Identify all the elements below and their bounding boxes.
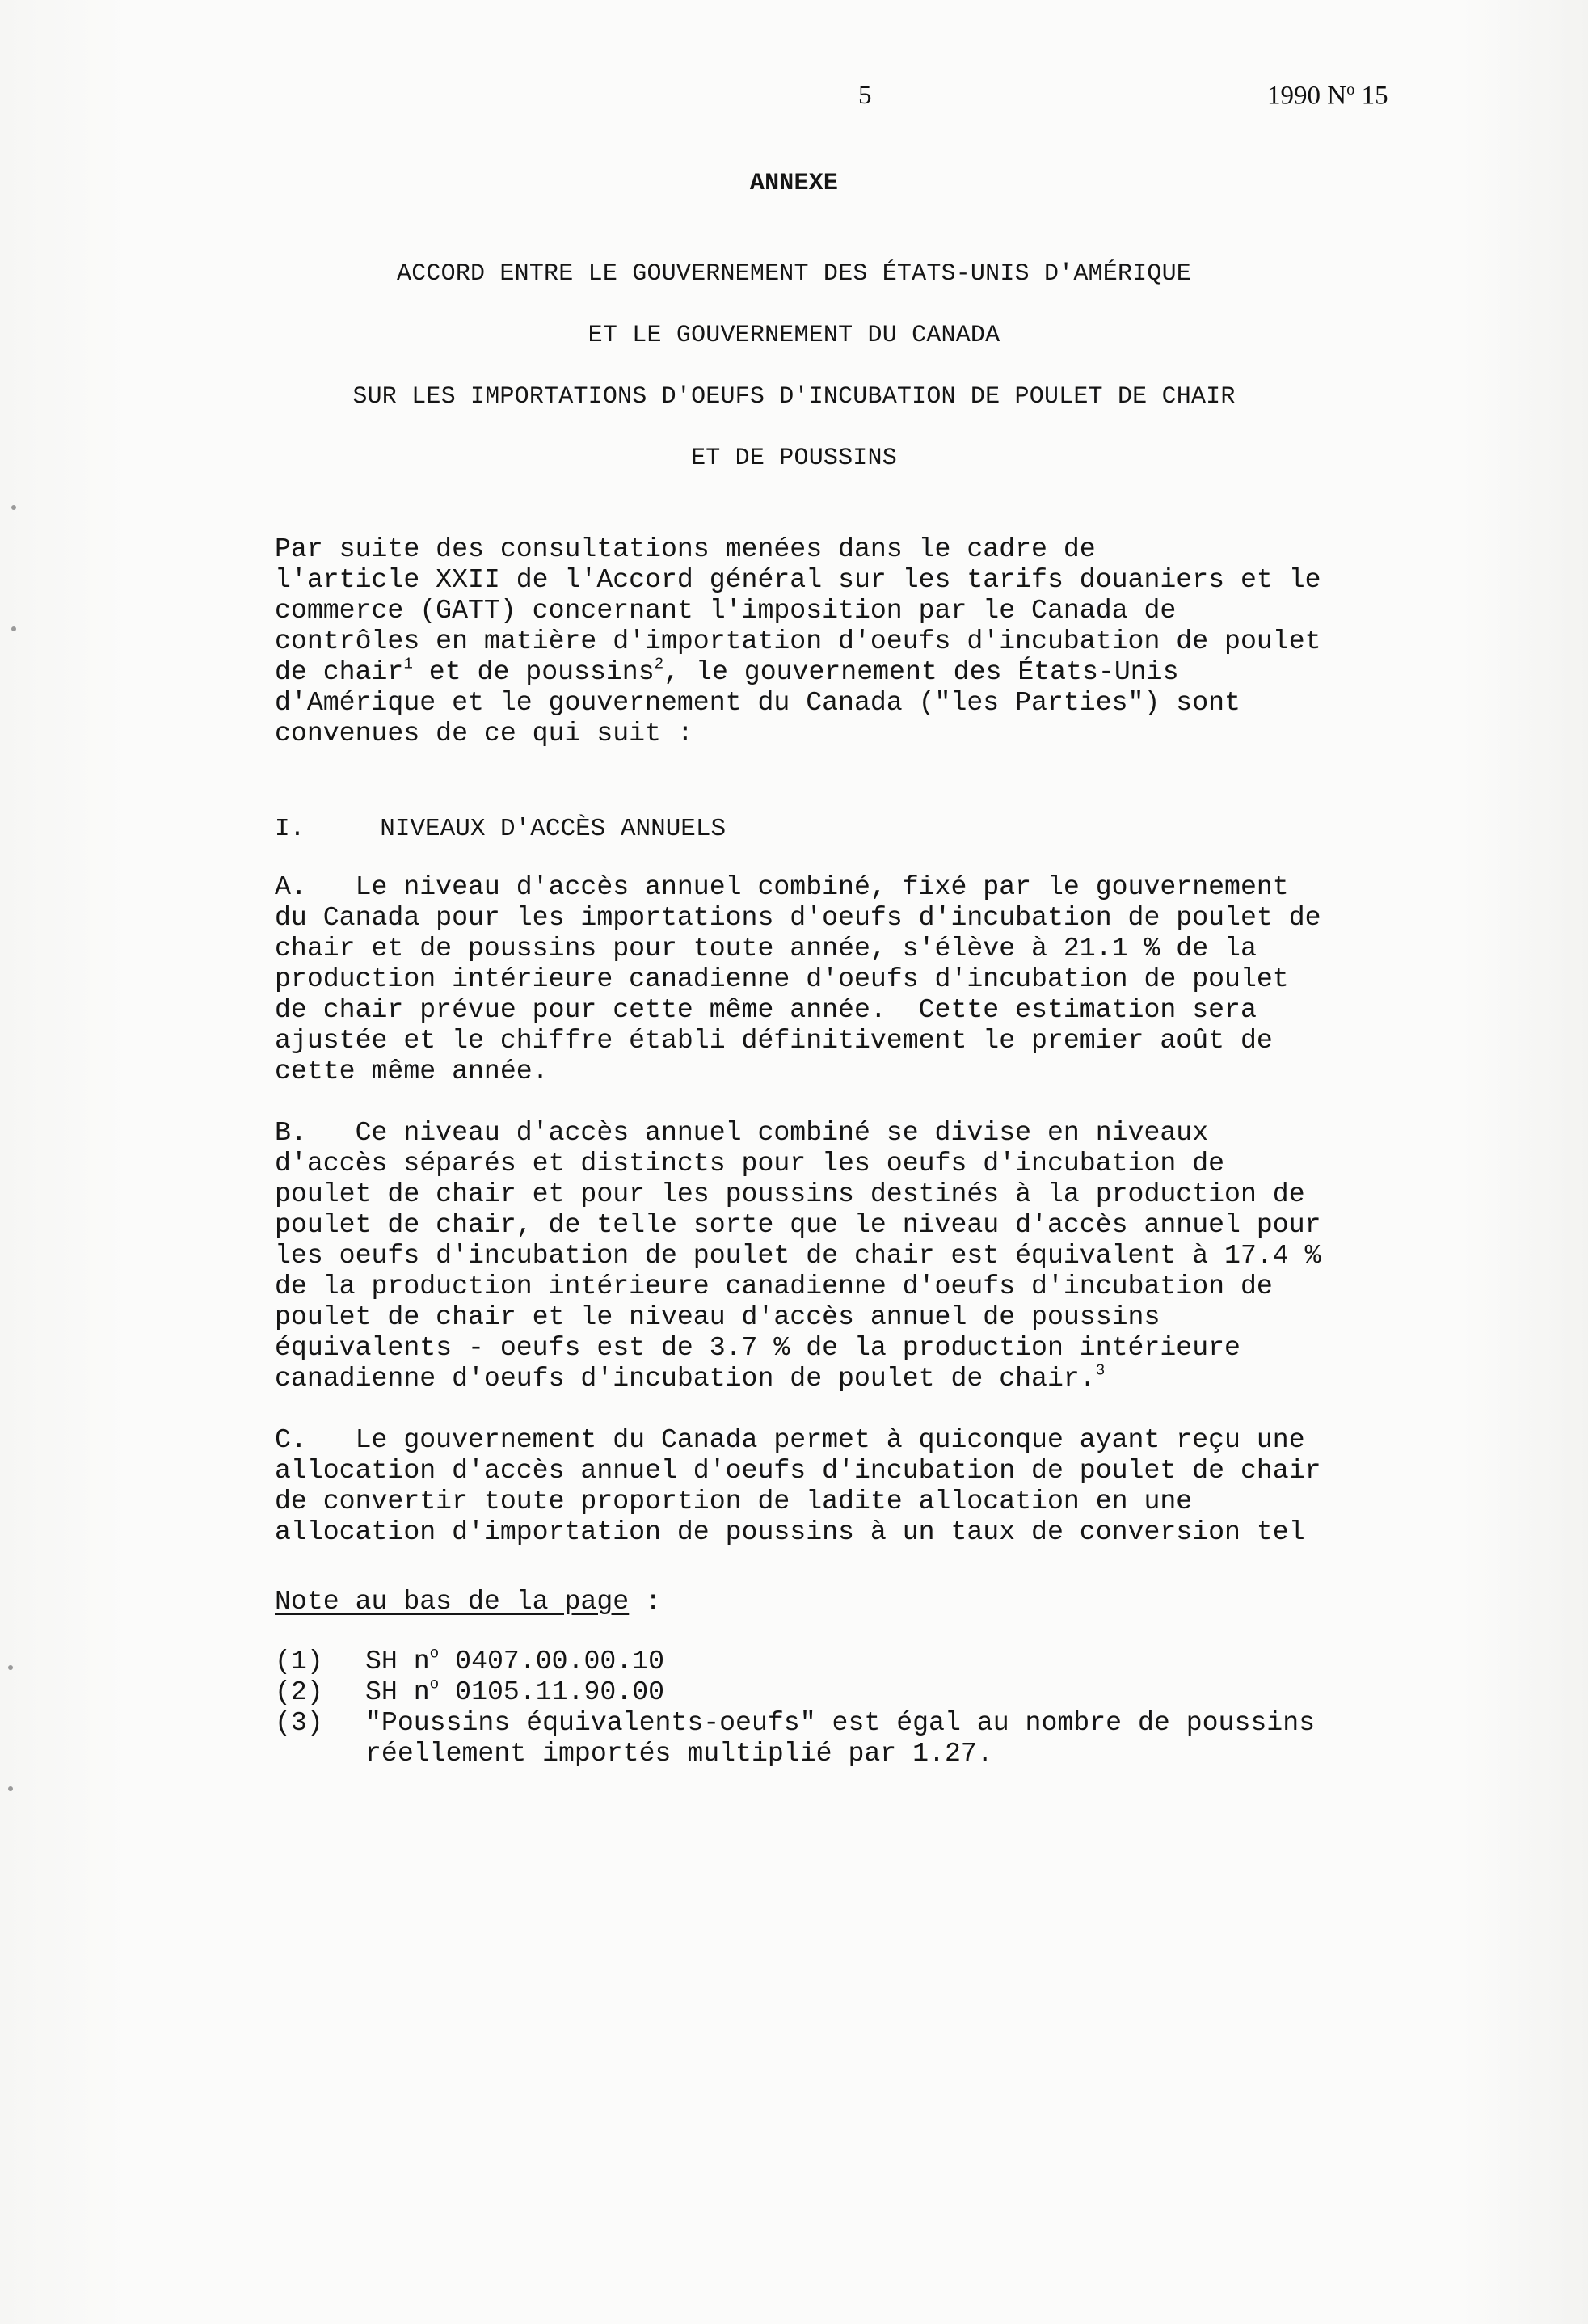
section-title: NIVEAUX D'ACCÈS ANNUELS <box>380 815 727 843</box>
section-heading <box>275 815 726 843</box>
scan-mark <box>8 1786 13 1791</box>
footnote-ref-3: 3 <box>1095 1361 1106 1380</box>
footnote-ref-2: 2 <box>654 655 664 673</box>
scan-mark <box>8 1665 13 1670</box>
footnote-ref-1: 1 <box>403 655 413 673</box>
agreement-title-line-2: ET LE GOUVERNEMENT DU CANADA <box>588 322 1000 349</box>
preamble-paragraph: Par suite des consultations menées dans le cadre de l'article XXII de l'Accord général sur les tarifs douaniers et le commerce (GATT) concernant l'imposition par le Canada de contrôles en matière d'importation d'oeufs d'incubation de poulet de chair$^1$ et de poussins$^2$, le gouvernement des États-Unis d'Amérique et le gouvernement du Canada ("les Parties") sont convenues de ce qui suit : <box>275 534 1321 749</box>
footnotes-label: Note au bas de la page : <box>275 1586 661 1617</box>
scan-mark <box>11 505 16 510</box>
page-header <box>0 81 1588 121</box>
annex-title: ANNEXE <box>749 170 839 197</box>
paragraph-a: A. Le niveau d'accès annuel combiné, fixé par le gouvernement du Canada pour les importations d'oeufs d'incubation de poulet de chair et de poussins pour toute année, s'élève à 21.1 % de la production intérieure canadienne d'oeufs d'incubation de poulet de chair prévue pour cette même année. Cette estimation sera ajustée et le chiffre établi définitivement le premier août de cette même année. <box>275 871 1321 1086</box>
footnote-1: (1) SH n$^o$ 0407.00.00.10 <box>275 1644 665 1677</box>
paragraph-b: B. Ce niveau d'accès annuel combiné se divise en niveaux d'accès séparés et distincts pour les oeufs d'incubation de poulet de chair et pour les poussins destinés à la production de poulet de chair, de telle sorte que le niveau d'accès annuel pour les oeufs d'incubation de poulet de chair est équivalent à 17.4 % de la production intérieure canadienne d'oeufs d'incubation de poulet de chair et le niveau d'accès annuel de poussins équivalents - oeufs est de 3.7 % de la production intérieure canadienne d'oeufs d'incubation de poulet de chair.$^3$ <box>275 1117 1321 1394</box>
agreement-title-line-4: ET DE POUSSINS <box>691 445 897 472</box>
page-number: 5 <box>858 81 872 110</box>
agreement-title-line-1: ACCORD ENTRE LE GOUVERNEMENT DES ÉTATS-UNIS D'AMÉRIQUE <box>397 260 1191 288</box>
scan-mark <box>11 626 16 631</box>
agreement-title-line-3: SUR LES IMPORTATIONS D'OEUFS D'INCUBATION DE POULET DE CHAIR <box>352 383 1236 411</box>
footnote-3: (3) "Poussins équivalents-oeufs" est égal au nombre de poussins réellement importés multiplié par 1.27. <box>275 1707 1316 1769</box>
series-number: 1990 $N^o$ 15 <box>1267 81 1388 111</box>
section-numeral: I. <box>275 815 305 843</box>
paragraph-c: C. Le gouvernement du Canada permet à quiconque ayant reçu une allocation d'accès annuel d'oeufs d'incubation de poulet de chair de convertir toute proportion de ladite allocation en une allocation d'importation de poussins à un taux de conversion tel <box>275 1424 1321 1547</box>
footnote-2: (2) SH n$^o$ 0105.11.90.00 <box>275 1675 665 1707</box>
